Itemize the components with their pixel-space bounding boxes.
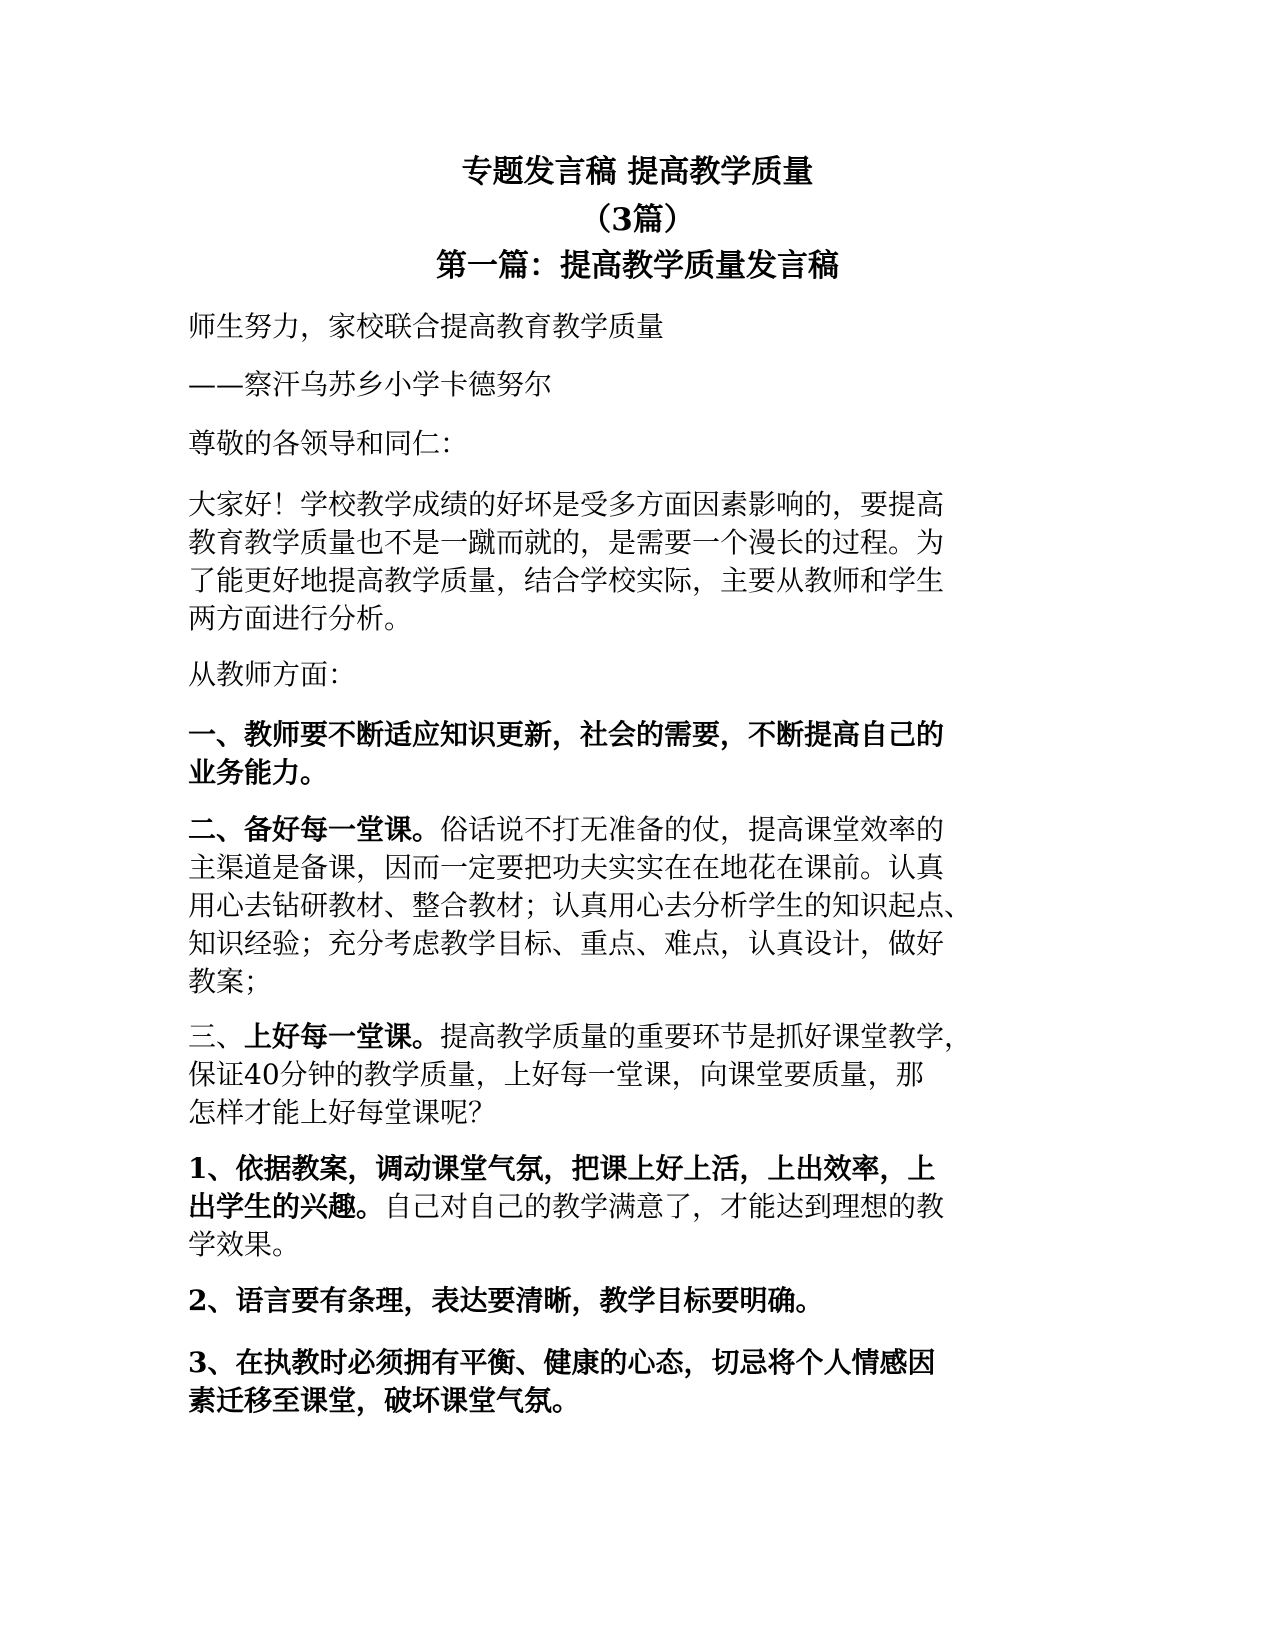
point-three-line: 保证40分钟的教学质量，上好每一堂课，向课堂要质量，那 (188, 1058, 924, 1091)
intro-paragraph (188, 486, 1093, 638)
sub-point-three-line: 素迁移至课堂，破坏课堂气氛。 (188, 1384, 581, 1417)
document-title: 专题发言稿 提高教学质量 (461, 154, 814, 190)
point-two-line: 教案； (188, 965, 273, 998)
intro-line: 大家好！学校教学成绩的好坏是受多方面因素影响的，要提高 (188, 488, 945, 521)
sub-point-three (188, 1344, 1093, 1420)
sub-point-one-bold-end: 出学生的兴趣。 (188, 1190, 385, 1223)
intro-line: 两方面进行分析。 (188, 602, 413, 635)
point-two-line: 用心去钻研教材、整合教材；认真用心去分析学生的知识起点、 (188, 889, 973, 922)
point-one (188, 716, 1093, 792)
point-two-text: 俗话说不打无准备的仗，提高课堂效率的 (440, 813, 945, 846)
sub-point-one-bold-line: 1、依据教案，调动课堂气氛，把课上好上活，上出效率，上 (188, 1152, 936, 1185)
intro-line: 教育教学质量也不是一蹴而就的，是需要一个漫长的过程。为 (188, 526, 945, 559)
sub-point-two: 2、语言要有条理，表达要清晰，教学目标要明确。 (188, 1284, 824, 1317)
sub-point-one-line: 学效果。 (188, 1228, 301, 1261)
author-line: ——察汗乌苏乡小学卡德努尔 (188, 368, 553, 401)
point-three-line: 怎样才能上好每堂课呢？ (188, 1096, 497, 1129)
section-heading: 第一篇：提高教学质量发言稿 (436, 248, 839, 284)
point-two-heading: 二、备好每一堂课。 (188, 813, 441, 846)
intro-line: 了能更好地提高教学质量，结合学校实际，主要从教师和学生 (188, 564, 945, 597)
point-three-text: 提高教学质量的重要环节是抓好课堂教学， (440, 1020, 973, 1053)
sub-point-three-line: 3、在执教时必须拥有平衡、健康的心态，切忌将个人情感因 (188, 1346, 936, 1379)
point-three-prefix: 三、 (188, 1020, 245, 1053)
document-title-count: （3篇） (580, 202, 695, 238)
point-two-line: 知识经验；充分考虑教学目标、重点、难点，认真设计，做好 (188, 927, 945, 960)
point-two-line: 主渠道是备课，因而一定要把功夫实实在在地花在课前。认真 (188, 851, 945, 884)
point-one-line: 一、教师要不断适应知识更新，社会的需要，不断提高自己的 (188, 718, 945, 751)
sub-point-one-text: 自己对自己的教学满意了，才能达到理想的教 (384, 1190, 945, 1223)
point-three (188, 1018, 1093, 1132)
point-three-heading: 上好每一堂课。 (244, 1020, 441, 1053)
point-one-line: 业务能力。 (188, 756, 329, 789)
teacher-aspect-heading: 从教师方面： (188, 658, 357, 691)
salutation: 尊敬的各领导和同仁： (188, 427, 469, 460)
sub-point-one (188, 1150, 1093, 1264)
point-two (188, 811, 1093, 1001)
subtitle: 师生努力，家校联合提高教育教学质量 (188, 310, 665, 343)
